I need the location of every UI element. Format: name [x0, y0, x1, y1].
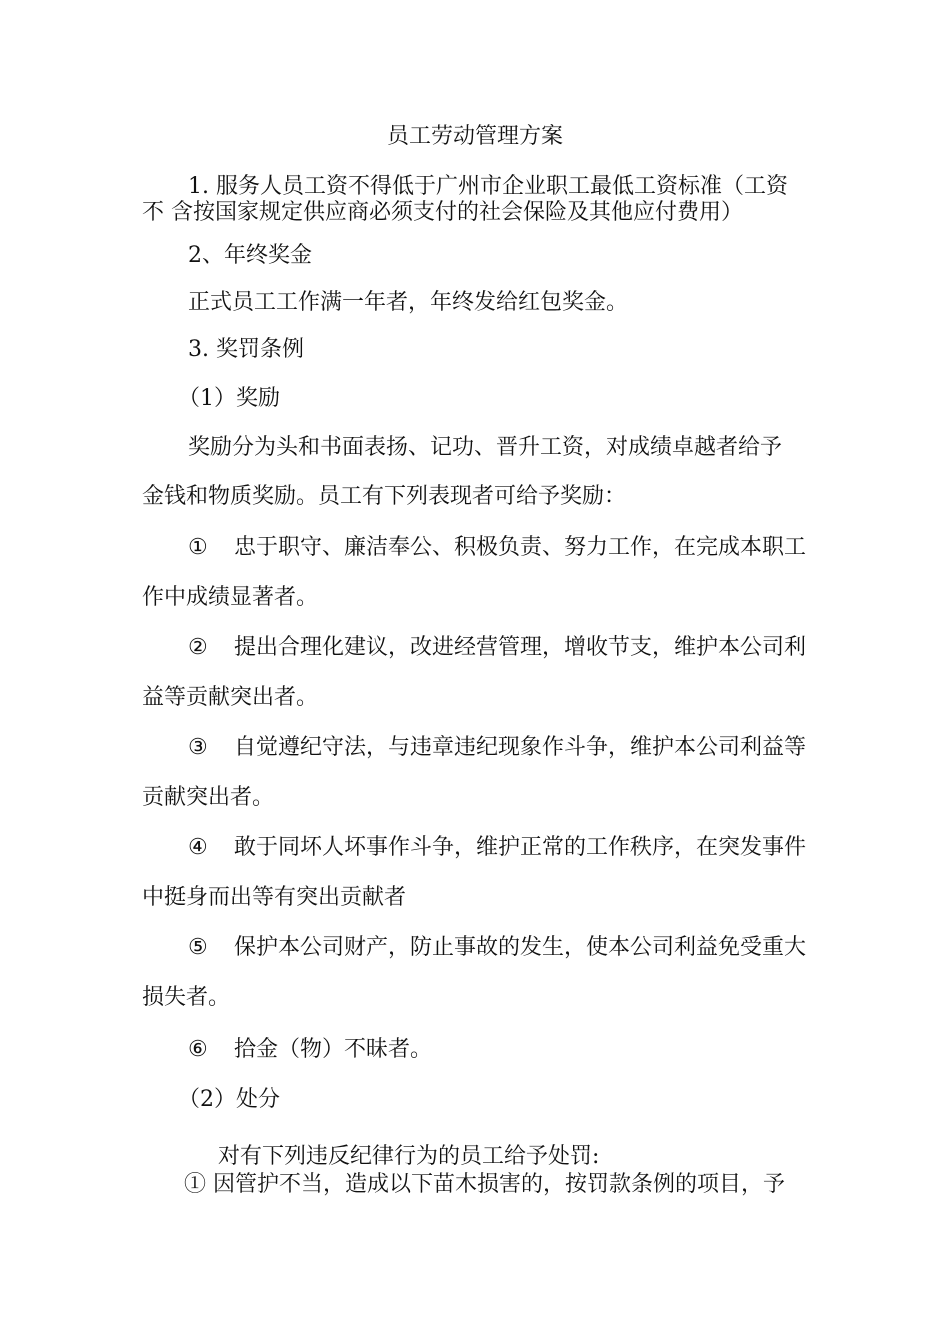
paragraph-1-line-1: 1. 服务人员工资不得低于广州市企业职工最低工资标准（工资 — [188, 174, 788, 199]
reward-item-5-line-1 — [188, 933, 868, 963]
heading-rewards: （1）奖励 — [178, 386, 280, 411]
reward-item-2-line-2: 益等贡献突出者。 — [142, 685, 319, 710]
reward-item-1-bullet: ① — [188, 535, 208, 560]
document-title: 员工劳动管理方案 — [386, 124, 563, 149]
reward-intro-line-2: 金钱和物质奖励。员工有下列表现者可给予奖励： — [142, 484, 627, 509]
reward-item-1-text: 忠于职守、廉洁奉公、积极负责、努力工作，在完成本职工 — [234, 535, 807, 560]
reward-item-4-line-1 — [188, 833, 868, 863]
reward-item-5-bullet: ⑤ — [188, 935, 208, 960]
penalty-item-1: ① 因管护不当，造成以下苗木损害的，按罚款条例的项目，予 — [184, 1172, 785, 1197]
reward-item-4-line-2: 中挺身而出等有突出贡献者 — [142, 885, 407, 910]
reward-item-3-bullet: ③ — [188, 735, 208, 760]
reward-item-1-line-1 — [188, 533, 868, 563]
reward-item-2-text: 提出合理化建议，改进经营管理，增收节支，维护本公司利 — [234, 635, 807, 660]
reward-item-5-text: 保护本公司财产，防止事故的发生，使本公司利益免受重大 — [234, 935, 807, 960]
paragraph-bonus: 正式员工工作满一年者，年终发给红包奖金。 — [188, 290, 629, 315]
reward-item-3-line-1 — [188, 733, 868, 763]
reward-item-6-text: 拾金（物）不昧者。 — [234, 1037, 433, 1062]
reward-item-2-bullet: ② — [188, 635, 208, 660]
reward-item-5-line-2: 损失者。 — [142, 985, 231, 1010]
penalty-intro: 对有下列违反纪律行为的员工给予处罚: — [218, 1144, 600, 1169]
reward-item-4-bullet: ④ — [188, 835, 208, 860]
reward-item-3-line-2: 贡献突出者。 — [142, 785, 275, 810]
reward-item-4-text: 敢于同坏人坏事作斗争，维护正常的工作秩序，在突发事件 — [234, 835, 807, 860]
reward-intro-line-1: 奖励分为头和书面表扬、记功、晋升工资，对成绩卓越者给予 — [188, 435, 783, 460]
reward-item-6-line-1 — [188, 1035, 868, 1065]
heading-rewards-penalties: 3. 奖罚条例 — [188, 337, 304, 362]
reward-item-1-line-2: 作中成绩显著者。 — [142, 585, 319, 610]
heading-penalties: （2）处分 — [178, 1087, 280, 1112]
reward-item-2-line-1 — [188, 633, 868, 663]
paragraph-1-line-2: 不 含按国家规定供应商必须支付的社会保险及其他应付费用） — [142, 200, 743, 225]
reward-item-6-bullet: ⑥ — [188, 1037, 208, 1062]
heading-year-end-bonus: 2、年终奖金 — [188, 243, 312, 268]
reward-item-3-text: 自觉遵纪守法，与违章违纪现象作斗争，维护本公司利益等 — [234, 735, 807, 760]
